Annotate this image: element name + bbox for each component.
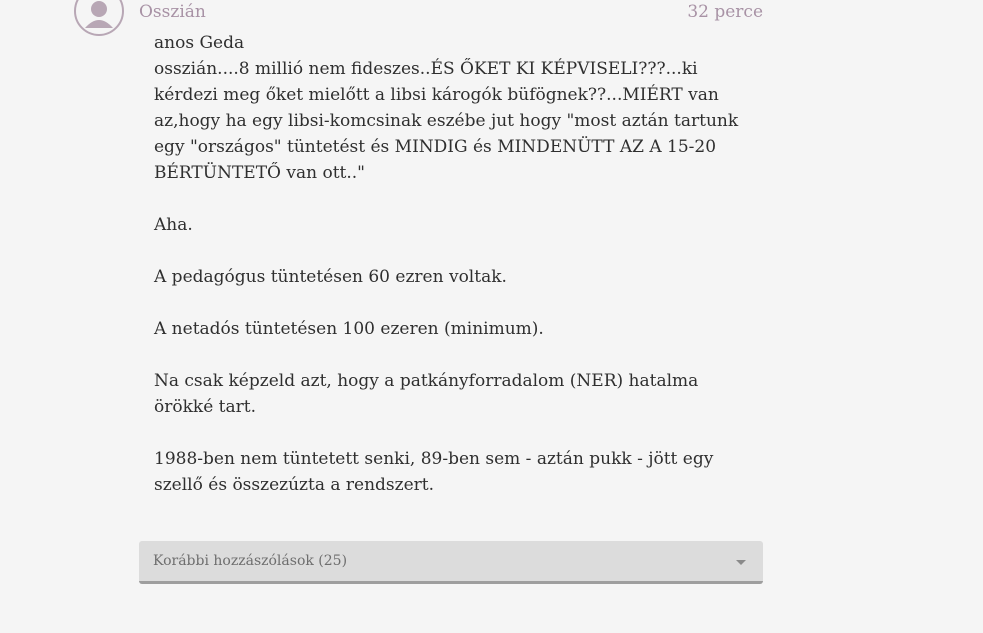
comment-paragraph: Aha.: [154, 215, 193, 235]
comment-paragraph: anos Geda osszián....8 millió nem fideszes..ÉS ŐKET KI KÉPVISELI???...ki kérdezi meg őket mielőtt a libsi károgók büfögnek??...MIÉRT van az,hogy ha egy libsi-komcsinak eszébe jut hogy "most aztán tartunk egy "országos" tüntetést és MINDIG és MINDENÜTT AZ A 15-20 BÉRTÜNTETŐ van ott..": [154, 33, 739, 183]
chevron-down-icon: [736, 560, 746, 565]
older-comments-label: Korábbi hozzászólások (25): [153, 553, 348, 569]
comment-paragraph: Na csak képzeld azt, hogy a patkányforradalom (NER) hatalma örökké tart.: [154, 371, 699, 417]
comment-paragraph: A pedagógus tüntetésen 60 ezren voltak.: [154, 267, 507, 287]
avatar[interactable]: [74, 0, 124, 36]
comment-paragraph: A netadós tüntetésen 100 ezeren (minimum).: [154, 319, 544, 339]
comment-paragraph: 1988-ben nem tüntetett senki, 89-ben sem - aztán pukk - jött egy szellő és összezúzta a rendszert.: [154, 449, 714, 495]
comment-author[interactable]: Osszián: [139, 2, 206, 22]
older-comments-button[interactable]: [139, 541, 763, 584]
comment-time[interactable]: 32 perce: [687, 2, 763, 22]
user-icon: [76, 0, 122, 34]
comment-body: [154, 30, 746, 524]
